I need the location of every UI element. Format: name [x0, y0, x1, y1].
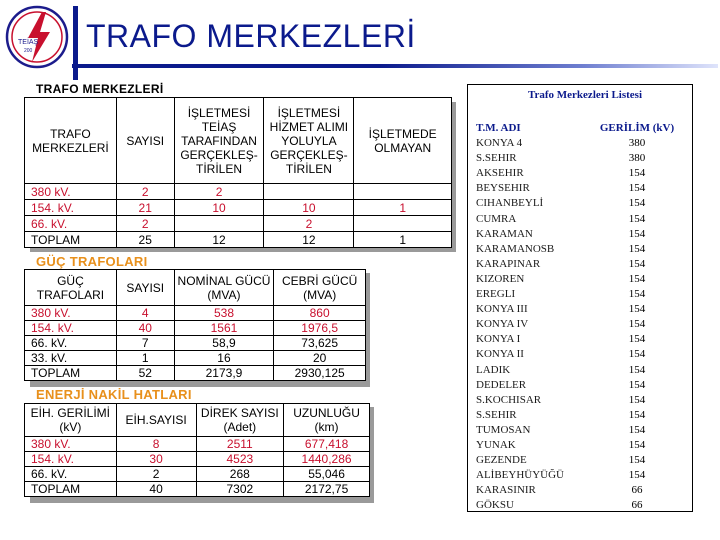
list-item-name: KIZOREN — [476, 272, 525, 285]
table-cell: 2 — [264, 216, 354, 232]
table-total-row — [25, 232, 452, 248]
list-item-voltage: 154 — [628, 378, 646, 391]
list-item — [476, 498, 688, 513]
list-item — [476, 212, 688, 227]
table-cell: 1 — [116, 351, 174, 366]
list-item-voltage: 154 — [628, 363, 646, 376]
list-item — [476, 287, 688, 302]
list-item — [476, 242, 688, 257]
list-item-name: CIHANBEYLİ — [476, 197, 544, 210]
table-cell: 2 — [174, 184, 264, 200]
trafo-header-cell: İŞLETMESİ TEİAŞ TARAFINDAN GERÇEKLEŞ-TİRİLEN — [174, 98, 264, 184]
hat-header-row — [25, 404, 370, 437]
table-cell: 154. kV. — [25, 321, 117, 336]
list-item-name: YUNAK — [476, 438, 516, 451]
table-cell: 30 — [116, 452, 196, 467]
table-cell: 40 — [116, 482, 196, 497]
hat-header-cell: EİH. GERİLİMİ (kV) — [25, 404, 117, 437]
table-row — [25, 321, 366, 336]
list-item — [476, 483, 688, 498]
table-cell: 2 — [116, 467, 196, 482]
table-cell: 55,046 — [284, 467, 370, 482]
table-cell: TOPLAM — [25, 482, 117, 497]
table-cell: 2 — [116, 184, 174, 200]
list-item-voltage: 154 — [628, 288, 646, 301]
table-cell: 73,625 — [274, 336, 366, 351]
list-item-name: KONYA 4 — [476, 137, 523, 150]
header-divider — [73, 6, 78, 80]
list-item-voltage: 154 — [628, 197, 646, 210]
list-item-name: KONYA IV — [476, 318, 529, 331]
table-cell: 2930,125 — [274, 366, 366, 381]
table-cell: TOPLAM — [25, 232, 117, 248]
table-cell: 380 kV. — [25, 437, 117, 452]
table-row — [25, 351, 366, 366]
list-item-name: AKSEHIR — [476, 167, 524, 180]
table-row — [25, 216, 452, 232]
list-item — [476, 423, 688, 438]
hat-header-cell: UZUNLUĞU (km) — [284, 404, 370, 437]
list-item — [476, 468, 688, 483]
hat-table — [24, 403, 370, 497]
table-cell: 380 kV. — [25, 306, 117, 321]
trafo-header-cell: İŞLETMEDE OLMAYAN — [354, 98, 452, 184]
list-item-name: EREGLI — [476, 288, 516, 301]
table-cell: 2511 — [196, 437, 284, 452]
list-item-voltage: 154 — [628, 333, 646, 346]
table-cell: 16 — [174, 351, 274, 366]
list-item — [476, 317, 688, 332]
table-cell: 10 — [264, 200, 354, 216]
list-item-voltage: 154 — [628, 469, 646, 482]
list-item-name: KARAPINAR — [476, 257, 541, 270]
list-item-name: LADIK — [476, 363, 511, 376]
list-item — [476, 393, 688, 408]
table-cell: 20 — [274, 351, 366, 366]
table-cell: TOPLAM — [25, 366, 117, 381]
table-cell: 268 — [196, 467, 284, 482]
list-item-name: KONYA II — [476, 348, 524, 361]
list-item — [476, 257, 688, 272]
list-item — [476, 332, 688, 347]
list-item-voltage: 154 — [628, 303, 646, 316]
list-item — [476, 227, 688, 242]
guc-section-title: GÜÇ TRAFOLARI — [36, 254, 148, 269]
list-item-voltage: 154 — [628, 257, 646, 270]
list-item — [476, 151, 688, 166]
guc-header-row — [25, 270, 366, 306]
list-item-name: S.SEHIR — [476, 152, 517, 165]
trafo-list-title: Trafo Merkezleri Listesi — [527, 89, 642, 101]
hat-header-cell: DİREK SAYISI (Adet) — [196, 404, 284, 437]
table-cell: 1 — [354, 232, 452, 248]
table-cell: 1440,286 — [284, 452, 370, 467]
list-item-name: GÖKSU — [476, 499, 514, 512]
trafo-header-row — [25, 98, 452, 184]
table-row — [25, 306, 366, 321]
guc-header-cell: SAYISI — [116, 270, 174, 306]
table-total-row — [25, 482, 370, 497]
list-item-voltage: 154 — [628, 242, 646, 255]
list-item — [476, 166, 688, 181]
table-cell: 12 — [174, 232, 264, 248]
page-title: TRAFO MERKEZLERİ — [86, 18, 416, 54]
list-item-voltage: 154 — [628, 227, 646, 240]
list-item-voltage: 154 — [628, 348, 646, 361]
list-item-voltage: 66 — [631, 499, 643, 512]
list-item-voltage: 154 — [628, 318, 646, 331]
list-item-voltage: 66 — [631, 484, 643, 497]
table-row — [25, 452, 370, 467]
table-cell: 25 — [116, 232, 174, 248]
guc-header-cell: NOMİNAL GÜCÜ (MVA) — [174, 270, 274, 306]
table-cell: 21 — [116, 200, 174, 216]
list-item-voltage: 380 — [628, 137, 646, 150]
list-item — [476, 438, 688, 453]
list-item-name: KONYA III — [476, 303, 528, 316]
table-cell — [264, 184, 354, 200]
list-item — [476, 363, 688, 378]
list-item-voltage: 154 — [628, 423, 646, 436]
teias-logo — [4, 4, 70, 70]
table-cell: 860 — [274, 306, 366, 321]
logo-text: TEİAŞ — [18, 39, 39, 46]
list-item-voltage: 154 — [628, 438, 646, 451]
guc-table — [24, 269, 366, 381]
table-cell: 538 — [174, 306, 274, 321]
table-row — [25, 437, 370, 452]
trafo-list-panel — [467, 84, 693, 512]
table-row — [25, 184, 452, 200]
table-cell: 40 — [116, 321, 174, 336]
trafo-table — [24, 97, 452, 248]
list-item-voltage: 380 — [628, 152, 646, 165]
table-cell: 677,418 — [284, 437, 370, 452]
table-cell: 52 — [116, 366, 174, 381]
table-cell: 1561 — [174, 321, 274, 336]
trafo-section-title: TRAFO MERKEZLERİ — [36, 82, 164, 96]
table-cell: 1976,5 — [274, 321, 366, 336]
list-item-name: TUMOSAN — [476, 423, 531, 436]
header-rule-fade — [380, 64, 718, 68]
list-item-voltage: 154 — [628, 212, 646, 225]
table-cell: 1 — [354, 200, 452, 216]
table-cell: 154. kV. — [25, 452, 117, 467]
table-cell: 66. kV. — [25, 216, 117, 232]
trafo-list-header — [476, 121, 688, 136]
guc-header-cell: CEBRİ GÜCÜ (MVA) — [274, 270, 366, 306]
trafo-header-cell: TRAFO MERKEZLERİ — [25, 98, 117, 184]
list-item — [476, 272, 688, 287]
list-item-name: CUMRA — [476, 212, 517, 225]
trafo-header-cell: İŞLETMESİ HİZMET ALIMI YOLUYLA GERÇEKLEŞ-TİRİLEN — [264, 98, 354, 184]
list-item — [476, 302, 688, 317]
list-item-name: S.KOCHISAR — [476, 393, 542, 406]
hat-section-title: ENERJİ NAKİL HATLARI — [36, 387, 192, 402]
list-item-name: GEZENDE — [476, 454, 527, 467]
table-cell — [174, 216, 264, 232]
table-cell — [354, 184, 452, 200]
list-item-voltage: 154 — [628, 393, 646, 406]
list-item-name: DEDELER — [476, 378, 527, 391]
table-row — [25, 200, 452, 216]
list-item-voltage: 154 — [628, 272, 646, 285]
guc-header-cell: GÜÇ TRAFOLARI — [25, 270, 117, 306]
list-item-voltage: 154 — [628, 167, 646, 180]
table-row — [25, 467, 370, 482]
list-item-voltage: 154 — [628, 182, 646, 195]
table-cell: 2172,75 — [284, 482, 370, 497]
logo-year: 200 — [24, 48, 33, 54]
list-item — [476, 378, 688, 393]
list-item-name: KARAMAN — [476, 227, 533, 240]
col-name-header: T.M. ADI — [476, 122, 521, 134]
table-cell: 66. kV. — [25, 467, 117, 482]
table-cell: 4523 — [196, 452, 284, 467]
table-cell: 2173,9 — [174, 366, 274, 381]
list-item-name: ALİBEYHÜYÜĞÜ — [476, 469, 564, 482]
table-cell: 8 — [116, 437, 196, 452]
trafo-list — [476, 121, 688, 513]
list-item — [476, 196, 688, 211]
list-item-name: BEYSEHIR — [476, 182, 530, 195]
table-cell: 66. kV. — [25, 336, 117, 351]
list-item-name: KARAMANOSB — [476, 242, 555, 255]
table-cell: 33. kV. — [25, 351, 117, 366]
list-item — [476, 408, 688, 423]
table-cell — [354, 216, 452, 232]
table-cell: 7302 — [196, 482, 284, 497]
trafo-header-cell: SAYISI — [116, 98, 174, 184]
list-item — [476, 181, 688, 196]
table-cell: 10 — [174, 200, 264, 216]
table-cell: 58,9 — [174, 336, 274, 351]
list-item-name: KARASINIR — [476, 484, 536, 497]
table-cell: 7 — [116, 336, 174, 351]
list-item — [476, 453, 688, 468]
hat-header-cell: EİH.SAYISI — [116, 404, 196, 437]
table-cell: 4 — [116, 306, 174, 321]
table-cell: 2 — [116, 216, 174, 232]
table-row — [25, 336, 366, 351]
table-cell: 12 — [264, 232, 354, 248]
list-item-voltage: 154 — [628, 454, 646, 467]
col-voltage-header: GERİLİM (kV) — [599, 122, 675, 134]
list-item — [476, 347, 688, 362]
list-item — [476, 136, 688, 151]
list-item-name: S.SEHIR — [476, 408, 517, 421]
table-cell: 154. kV. — [25, 200, 117, 216]
list-item-voltage: 154 — [628, 408, 646, 421]
table-cell: 380 kV. — [25, 184, 117, 200]
list-item-name: KONYA I — [476, 333, 521, 346]
table-total-row — [25, 366, 366, 381]
